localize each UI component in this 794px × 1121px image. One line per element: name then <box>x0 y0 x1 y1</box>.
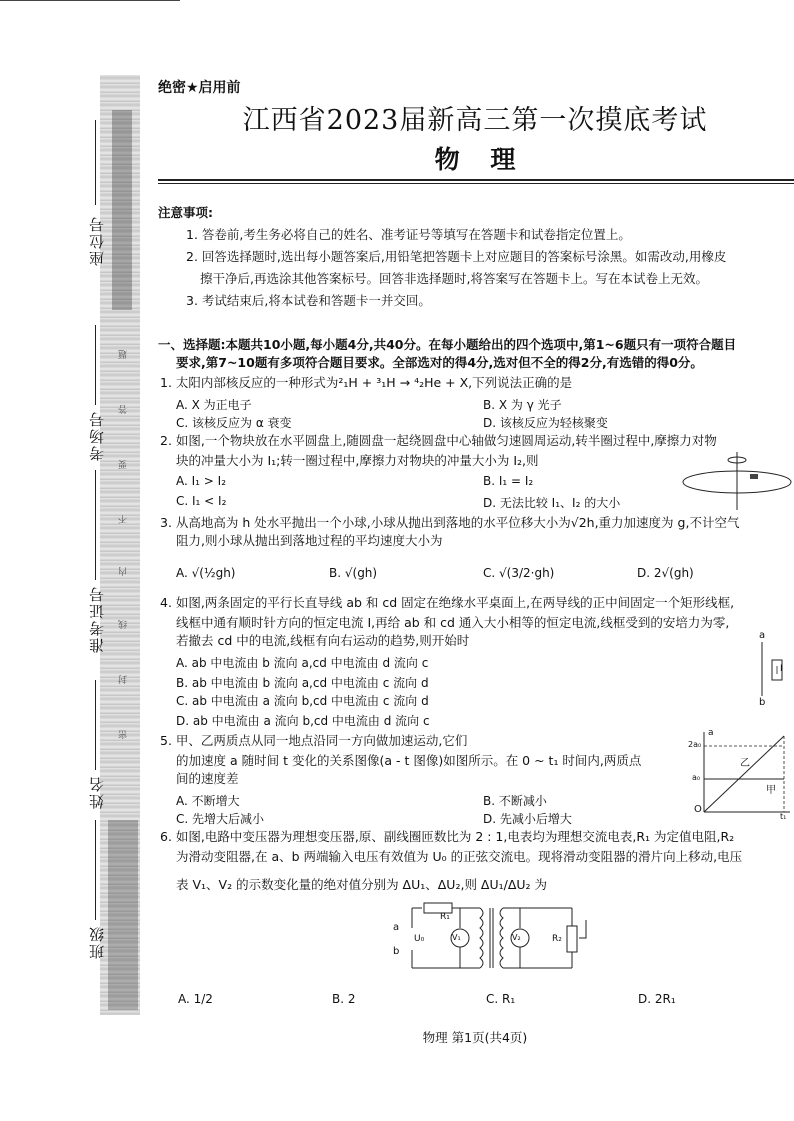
voltmeter-v2-label: V₂ <box>512 933 521 942</box>
seal-word: 要 <box>119 460 129 469</box>
circuit-terminal-b: b <box>393 946 400 957</box>
notice-item: 2. 回答选择题时,选出每小题答案后,用铅笔把答题卡上对应题目的答案标号涂黑。如需改动,用橡皮 <box>186 249 727 264</box>
seal-word: 封 <box>119 675 129 684</box>
subject-title: 物 理 <box>434 145 516 174</box>
question-3-stem: 阻力,则小球从抛出到落地过程的平均速度大小为 <box>176 533 443 548</box>
question-6-stem: 6. 如图,电路中变压器为理想变压器,原、副线圈匝数比为 2 : 1,电表均为理想交流电表,R₁ 为定值电阻,R₂ <box>160 829 735 844</box>
q6-option-a: A. 1/2 <box>178 992 213 1006</box>
q6-option-b: B. 2 <box>332 992 356 1006</box>
seal-word: 答 <box>119 405 129 414</box>
graph-tick-2a0: 2a₀ <box>688 740 702 749</box>
name-label: 姓名 <box>88 775 106 809</box>
question-6-stem: 表 V₁、V₂ 的示数变化量的绝对值分别为 ΔU₁、ΔU₂,则 ΔU₁/ΔU₂ 为 <box>176 877 548 892</box>
seat-number-label: 座位号 <box>88 215 106 266</box>
class-blank <box>95 820 96 920</box>
question-5-stem: 的加速度 a 随时间 t 变化的关系图像(a - t 图像)如图所示。在 0 ~ t₁ 时间内,两质点 <box>176 753 642 768</box>
seat-number-blank <box>95 120 96 205</box>
q1-option-d: D. 该核反应为轻核聚变 <box>483 416 608 430</box>
ticket-number-blank <box>95 470 96 580</box>
rotating-disk-figure <box>680 452 794 512</box>
q6-option-d: D. 2R₁ <box>638 992 676 1006</box>
q5-option-a: A. 不断增大 <box>176 794 240 808</box>
q4-option-b: B. ab 中电流由 b 流向 a,cd 中电流由 c 流向 d <box>176 676 429 690</box>
exam-room-blank <box>95 325 96 405</box>
q5-option-d: D. 先减小后增大 <box>483 812 572 826</box>
graph-series-label-yi: 乙 <box>740 758 750 769</box>
figure-label-a: a <box>759 630 766 641</box>
graph-tick-a0: a₀ <box>692 773 701 782</box>
voltmeter-v1-label: V₁ <box>452 933 461 942</box>
question-5-stem: 间的速度差 <box>176 771 239 786</box>
q5-option-c: C. 先增大后减小 <box>176 812 265 826</box>
name-blank <box>95 680 96 770</box>
q1-option-a: A. X 为正电子 <box>176 398 252 412</box>
question-4-stem: 若撤去 cd 中的电流,线框有向右运动的趋势,则开始时 <box>176 633 470 648</box>
section-instructions: 一、选择题:本题共10小题,每小题4分,共40分。在每小题给出的四个选项中,第1~6题只有一项符合题目 <box>158 337 737 352</box>
section-instructions: 要求,第7~10题有多项符合题目要求。全部选对的得4分,选对但不全的得2分,有选错的得0分。 <box>176 355 703 370</box>
q3-option-a: A. √(½gh) <box>176 566 236 580</box>
exam-room-label: 考场号 <box>88 410 106 461</box>
q3-option-b: B. √(gh) <box>329 566 378 580</box>
circuit-label-r2: R₂ <box>552 934 562 944</box>
q2-option-d: D. 无法比较 I₁、I₂ 的大小 <box>483 496 621 510</box>
q1-option-b: B. X 为 γ 光子 <box>483 398 562 412</box>
q3-option-c: C. √(3/2·gh) <box>483 566 555 580</box>
binding-margin-shade-lower <box>108 820 138 1010</box>
seal-word: 密 <box>119 730 129 739</box>
seal-word: 内 <box>119 567 129 576</box>
circuit-label-u0: U₀ <box>414 934 425 944</box>
page-footer: 物理 第1页(共4页) <box>422 1030 528 1045</box>
question-2-stem: 块的冲量大小为 I₁;转一圈过程中,摩擦力对物块的冲量大小为 I₂,则 <box>176 453 539 468</box>
figure-label-b: b <box>759 697 766 708</box>
circuit-terminal-a: a <box>393 922 400 933</box>
graph-series-label-jia: 甲 <box>766 785 776 796</box>
notice-item: 擦干净后,再选涂其他答案标号。回答非选择题时,将答案写在答题卡上。写在本试卷上无效。 <box>200 271 708 286</box>
seal-word: 不 <box>119 515 129 524</box>
q2-option-c: C. I₁ < I₂ <box>176 494 227 508</box>
graph-axis-label-a: a <box>708 728 714 738</box>
notice-item: 1. 答卷前,考生务必将自己的姓名、准考证号等填写在答题卡和试卷指定位置上。 <box>186 227 631 242</box>
question-6-stem: 为滑动变阻器,在 a、b 两端输入电压有效值为 U₀ 的正弦交流电。现将滑动变阻器的滑片向上移动,电压 <box>176 849 743 864</box>
graph-origin-label: O <box>694 804 702 815</box>
notice-item: 3. 考试结束后,将本试卷和答题卡一并交回。 <box>186 293 431 308</box>
q4-option-c: C. ab 中电流由 a 流向 b,cd 中电流由 c 流向 d <box>176 694 429 708</box>
q2-option-a: A. I₁ > I₂ <box>176 474 227 488</box>
figure-label-current: I <box>780 664 783 674</box>
seal-word: 题 <box>119 350 129 359</box>
question-3-stem: 3. 从高地高为 h 处水平抛出一个小球,小球从抛出到落地的水平位移大小为√2h,重力加速度为 g,不计空气 <box>160 515 740 530</box>
q1-option-c: C. 该核反应为 α 衰变 <box>176 416 292 430</box>
top-edge-line <box>0 0 180 1</box>
question-4-stem: 线框中通有顺时针方向的恒定电流 I,再给 ab 和 cd 通入大小相等的恒定电流,线框受到的安培力为零, <box>176 615 730 630</box>
ticket-number-label: 准考证号 <box>88 585 106 653</box>
q4-option-a: A. ab 中电流由 b 流向 a,cd 中电流由 d 流向 c <box>176 656 429 670</box>
exam-title: 江西省2023届新高三第一次摸底考试 <box>242 105 708 136</box>
class-label: 班级 <box>88 925 106 959</box>
q3-option-d: D. 2√(gh) <box>637 566 694 580</box>
header-rule-thin <box>158 183 794 184</box>
graph-tick-t1: t₁ <box>780 812 787 821</box>
acceleration-time-graph <box>686 728 794 820</box>
seal-word: 线 <box>119 620 129 629</box>
question-5-stem: 5. 甲、乙两质点从同一地点沿同一方向做加速运动,它们 <box>160 733 468 748</box>
circuit-label-r1: R₁ <box>440 912 450 922</box>
q6-option-c: C. R₁ <box>486 992 516 1006</box>
question-2-stem: 2. 如图,一个物块放在水平圆盘上,随圆盘一起绕圆盘中心轴做匀速圆周运动,转半圈过程中,摩擦力对物 <box>160 433 717 448</box>
q2-option-b: B. I₁ = I₂ <box>483 474 534 488</box>
notice-heading: 注意事项: <box>158 205 213 220</box>
question-4-stem: 4. 如图,两条固定的平行长直导线 ab 和 cd 固定在绝缘水平桌面上,在两导线的正中间固定一个矩形线框, <box>160 595 735 610</box>
header-rule <box>158 179 794 181</box>
q5-option-b: B. 不断减小 <box>483 794 547 808</box>
q4-option-d: D. ab 中电流由 a 流向 b,cd 中电流由 d 流向 c <box>176 714 430 728</box>
confidential-mark: 绝密★启用前 <box>158 80 241 96</box>
binding-margin-shade <box>112 110 132 310</box>
question-1-stem: 1. 太阳内部核反应的一种形式为²₁H + ³₁H → ⁴₂He + X,下列说法正确的是 <box>160 375 573 390</box>
